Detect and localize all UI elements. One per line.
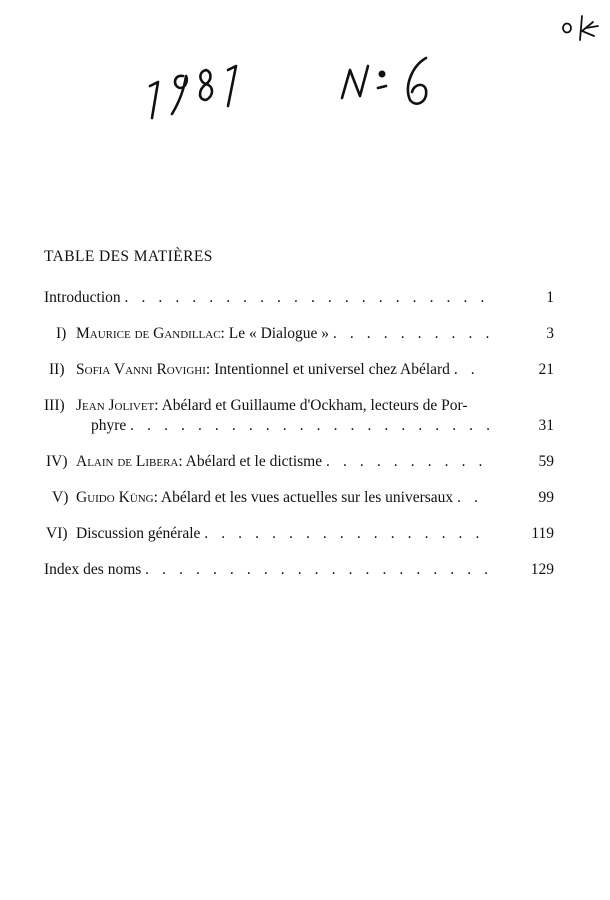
entry-number: I): [56, 325, 67, 342]
handwritten-year: [150, 66, 236, 118]
dot-leader: . . . . . . . . . .: [332, 325, 494, 342]
entry-title: : Intentionnel et universel chez Abélard: [205, 361, 450, 378]
handwritten-annotation: [0, 0, 610, 130]
page-number: 119: [531, 525, 554, 542]
page-number: 21: [538, 361, 554, 378]
handwritten-number: [342, 58, 426, 104]
page-number: 99: [538, 489, 554, 506]
toc-heading: TABLE DES MATIÈRES: [44, 248, 213, 265]
entry-number: III): [44, 397, 65, 414]
page-number: 1: [546, 289, 554, 306]
page-number: 59: [538, 453, 554, 470]
entry-title-continuation: phyre: [91, 417, 127, 434]
dot-leader: . . . . . . . . . . . . . . . . . . . . . .: [124, 289, 489, 306]
dot-leader: . . . . . . . . . . . . . . . . .: [204, 525, 484, 542]
entry-title: Introduction: [44, 289, 121, 306]
entry-number: IV): [46, 453, 68, 470]
entry-author: Jean Jolivet: [76, 397, 155, 414]
dot-leader: . .: [457, 489, 483, 506]
table-of-contents: [44, 288, 554, 596]
toc-entry-4: [44, 452, 554, 472]
entry-title: : Abélard et Guillaume d'Ockham, lecteurs de Por-: [154, 397, 468, 414]
entry-title: : Le « Dialogue »: [220, 325, 330, 342]
page-number: 31: [538, 417, 554, 434]
toc-entry-6: [44, 524, 554, 544]
entry-title: : Abélard et le dictisme: [178, 453, 323, 470]
entry-author: Alain de Libera: [76, 453, 179, 470]
dot-leader: . .: [453, 361, 480, 378]
entry-title: Index des noms: [44, 561, 142, 578]
toc-entry-introduction: [44, 288, 554, 308]
dot-leader: . . . . . . . . . .: [326, 453, 488, 470]
entry-title: Discussion générale: [76, 525, 201, 542]
entry-author: Maurice de Gandillac: [76, 325, 221, 342]
entry-author: Sofia Vanni Rovighi: [76, 361, 206, 378]
dot-leader: . . . . . . . . . . . . . . . . . . . . .: [145, 561, 493, 578]
entry-number: II): [49, 361, 65, 378]
page-number: 3: [546, 325, 554, 342]
entry-author: Guido Küng: [76, 489, 154, 506]
toc-entry-2: [44, 360, 554, 380]
toc-entry-5: [44, 488, 554, 508]
handwritten-ok-mark: [563, 16, 598, 40]
page-number: 129: [530, 561, 554, 578]
entry-number: VI): [46, 525, 68, 542]
dot-leader: . . . . . . . . . . . . . . . . . . . . . .: [130, 417, 495, 434]
toc-entry-1: [44, 324, 554, 344]
toc-entry-index: [44, 560, 554, 580]
entry-title: : Abélard et les vues actuelles sur les universaux: [153, 489, 454, 506]
toc-entry-3: [44, 396, 554, 436]
entry-number: V): [52, 489, 69, 506]
